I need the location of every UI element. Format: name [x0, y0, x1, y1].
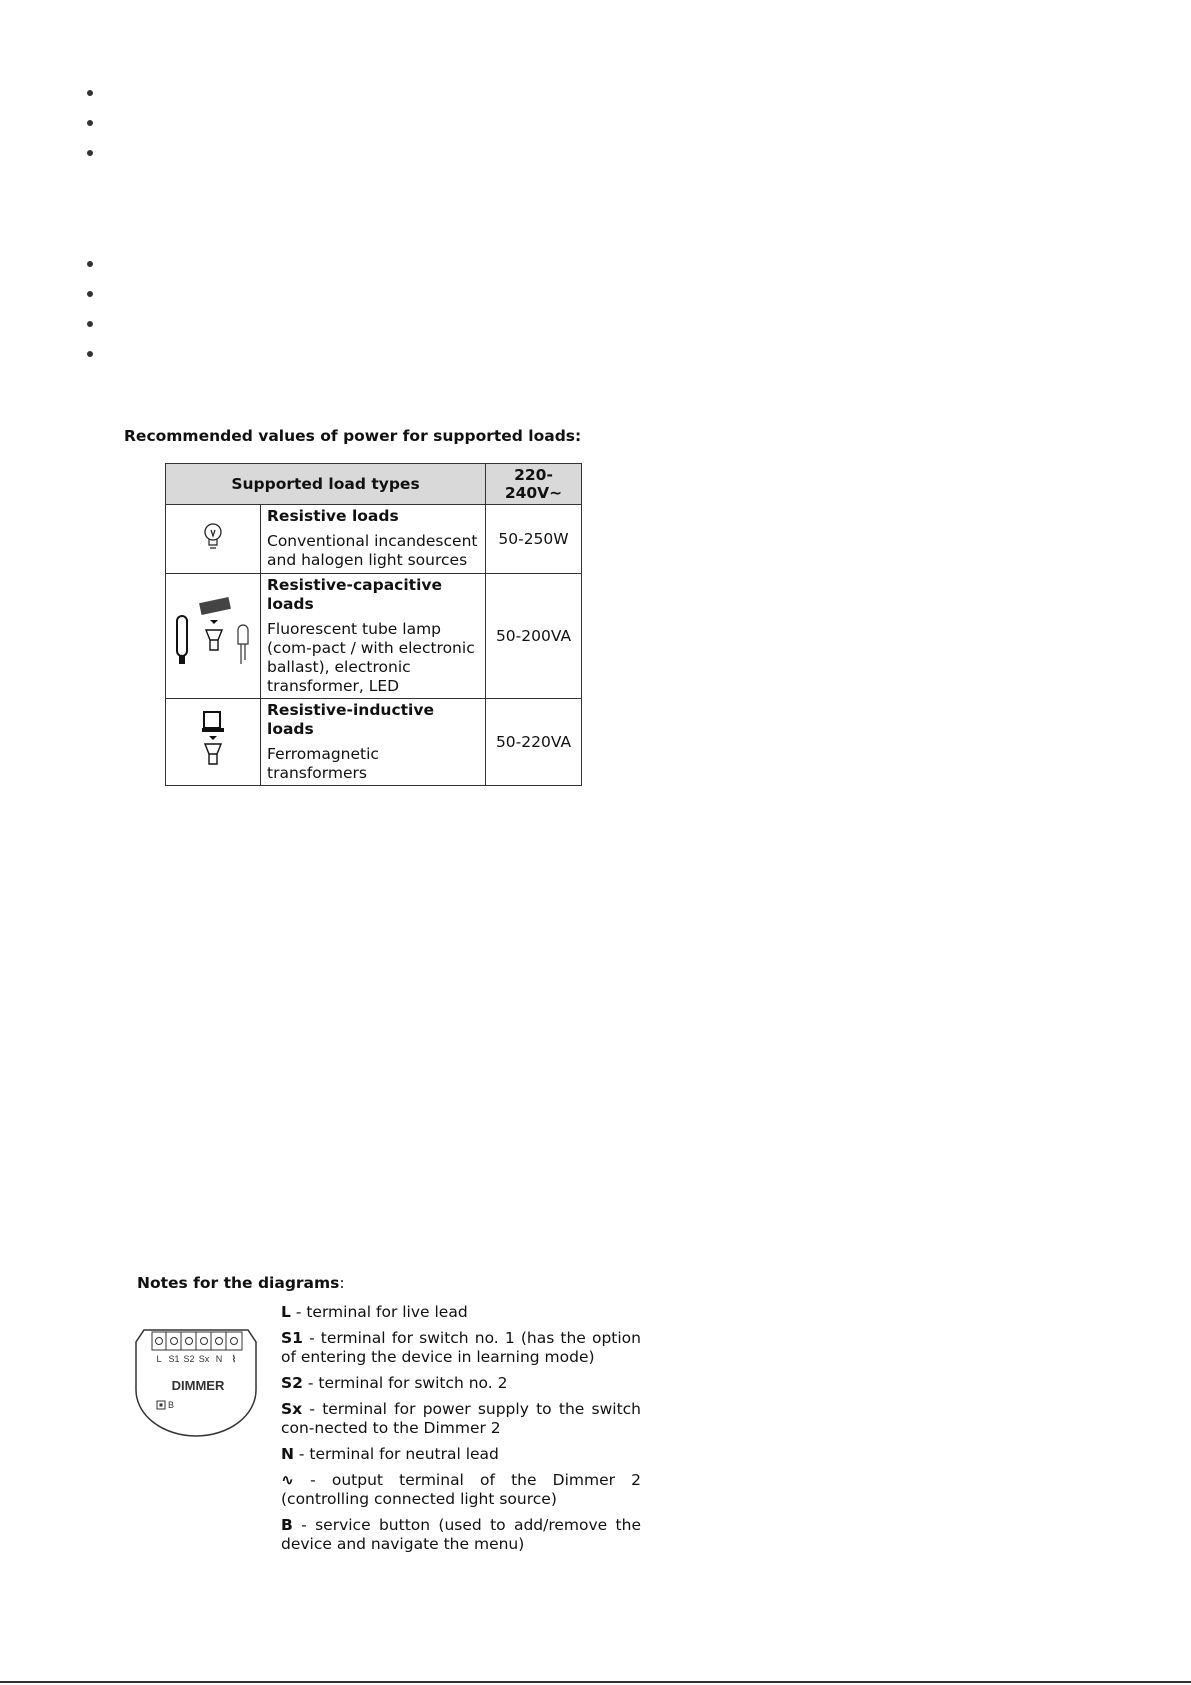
note-item: Sx - terminal for power supply to the switch con-nected to the Dimmer 2	[281, 1400, 641, 1437]
page-border	[0, 1681, 1191, 1683]
header-voltage: 220-240V~	[486, 464, 582, 505]
load-name: Resistive-capacitive loads	[267, 576, 443, 613]
note-item: S1 - terminal for switch no. 1 (has the option of entering the device in learning mode)	[281, 1329, 641, 1366]
button-label: B	[168, 1400, 175, 1410]
output-symbol-icon: ∿	[281, 1471, 294, 1489]
note-item: N - terminal for neutral lead	[281, 1445, 499, 1463]
terminal-label: S1	[168, 1354, 180, 1364]
bullet	[87, 261, 93, 267]
terminal-label: L	[156, 1354, 162, 1364]
load-desc: Conventional incandescent and halogen light sources	[267, 532, 478, 569]
terminal-label: S2	[183, 1354, 195, 1364]
load-value: 50-250W	[486, 505, 582, 574]
load-desc: Ferromagnetic transformers	[267, 745, 379, 782]
transformer-icon	[166, 699, 261, 786]
note-item: B - service button (used to add/remove the device and navigate the menu)	[281, 1516, 641, 1553]
output-symbol-icon: ⌇	[231, 1354, 237, 1364]
notes-colon: :	[339, 1274, 345, 1292]
notes-list	[281, 1303, 641, 1561]
table-row	[166, 699, 582, 786]
terminal-label: Sx	[198, 1354, 210, 1364]
load-name: Resistive loads	[267, 507, 399, 525]
load-desc: Fluorescent tube lamp (com-pact / with electronic ballast), electronic transformer, LED	[267, 620, 475, 695]
bullet	[87, 351, 93, 357]
dimmer-device-diagram	[134, 1328, 258, 1438]
bulb-icon	[166, 505, 261, 574]
fluorescent-ballast-led-icon	[166, 574, 261, 699]
bullet	[87, 150, 93, 156]
load-name: Resistive-inductive loads	[267, 701, 434, 738]
note-item: ∿ - output terminal of the Dimmer 2 (controlling connected light source)	[281, 1471, 641, 1508]
load-table-title: Recommended values of power for supported loads:	[124, 427, 582, 445]
load-types-table	[165, 463, 582, 786]
notes-title: Notes for the diagrams	[137, 1274, 340, 1292]
load-value: 50-200VA	[486, 574, 582, 699]
bullet	[87, 291, 93, 297]
bullet	[87, 120, 93, 126]
table-row	[166, 574, 582, 699]
bullet	[87, 321, 93, 327]
device-label: DIMMER	[171, 1378, 225, 1393]
note-item: S2 - terminal for switch no. 2	[281, 1374, 508, 1392]
bullet	[87, 90, 93, 96]
note-item: L - terminal for live lead	[281, 1303, 468, 1321]
terminal-label: N	[215, 1354, 223, 1364]
table-row	[166, 505, 582, 574]
header-load-types: Supported load types	[166, 464, 486, 505]
load-value: 50-220VA	[486, 699, 582, 786]
